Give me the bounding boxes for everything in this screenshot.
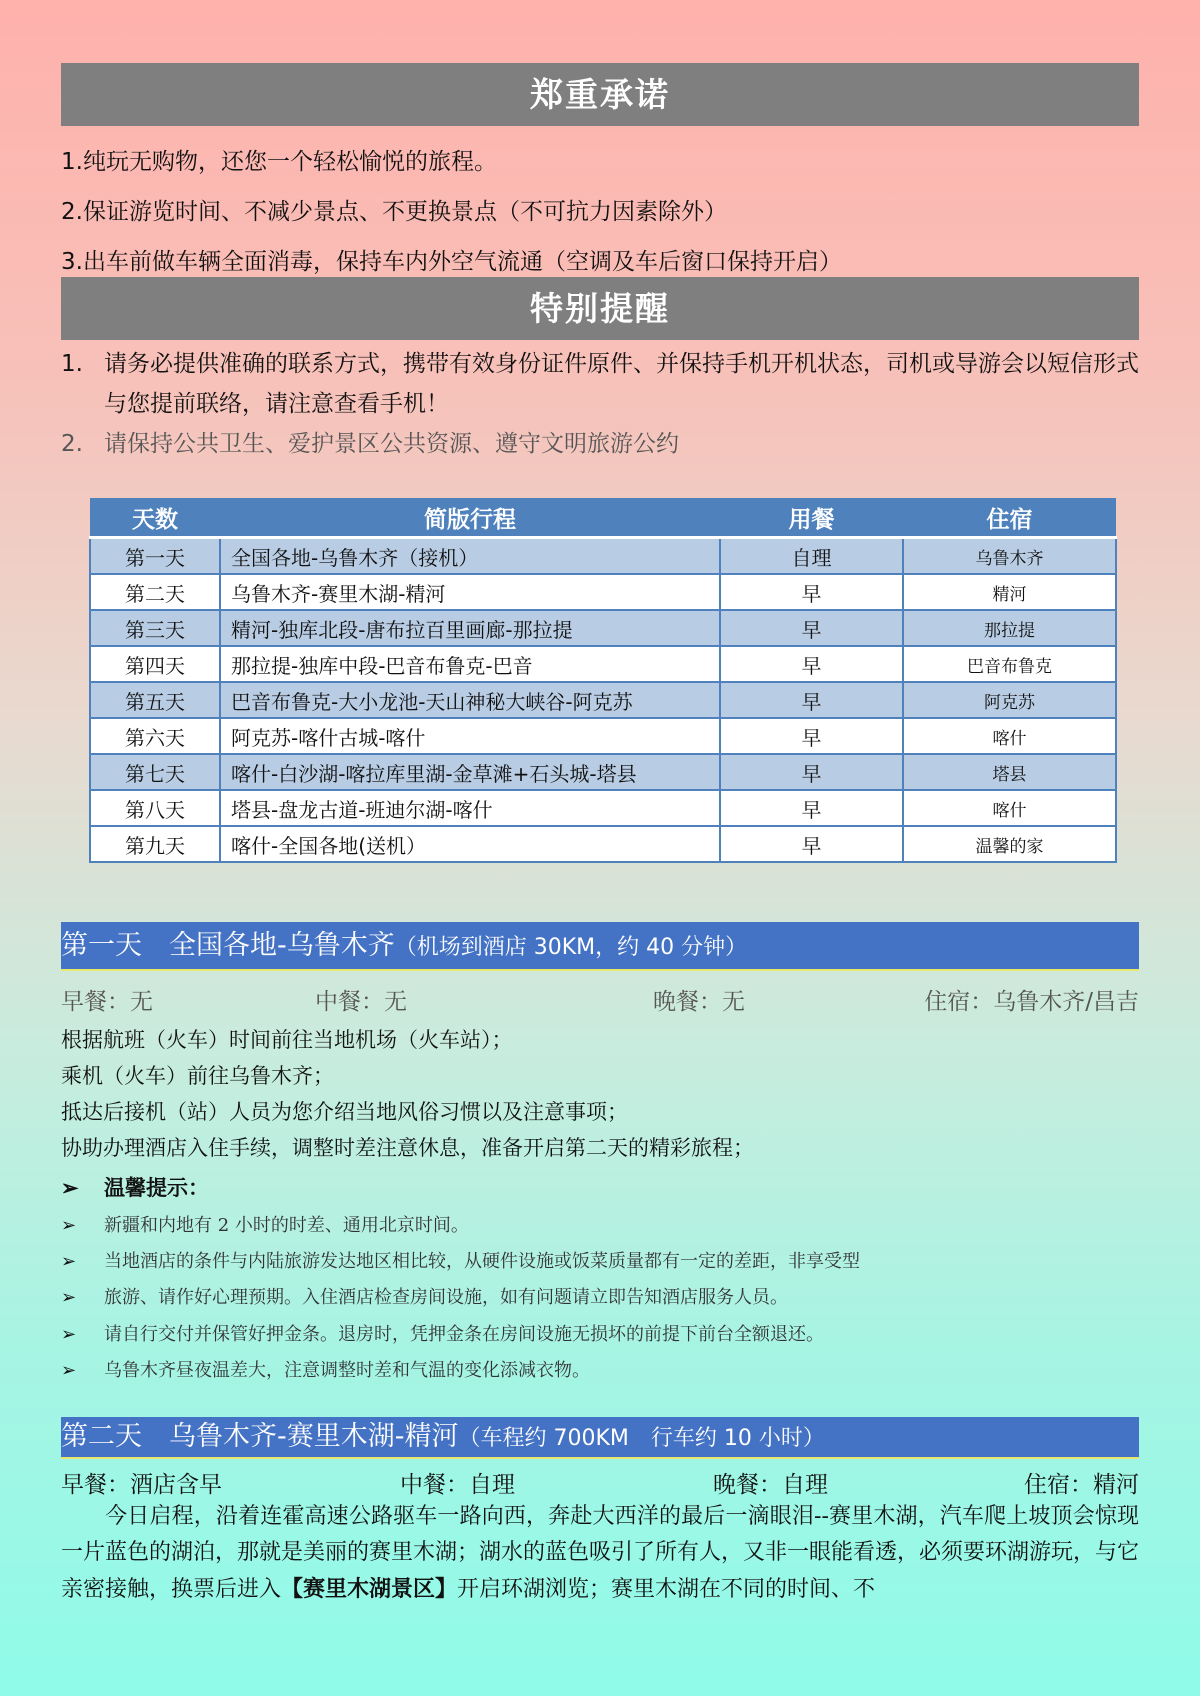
table-row: [90, 718, 1116, 754]
table-row: [90, 610, 1116, 646]
cell-meal: 早: [720, 574, 903, 610]
table-row: [90, 790, 1116, 826]
cell-stay: 巴音布鲁克: [903, 646, 1116, 682]
table-row: [90, 754, 1116, 790]
promise-title: 郑重承诺: [530, 75, 670, 114]
cell-meal: 早: [720, 718, 903, 754]
reminder-item: [61, 344, 1141, 424]
header-route: 简版行程: [220, 498, 720, 538]
day1-tip: [61, 1247, 860, 1273]
cell-meal: 早: [720, 646, 903, 682]
day1-line: 根据航班（火车）时间前往当地机场（火车站）；: [61, 1028, 513, 1052]
arrow-bullet-icon: ➢: [61, 1175, 79, 1200]
arrow-bullet-icon: ➢: [61, 1251, 77, 1272]
reminder-item: [61, 424, 1141, 464]
reminder-item-text: 请保持公共卫生、爱护景区公共资源、遵守文明旅游公约: [104, 431, 679, 457]
arrow-bullet-icon: ➢: [61, 1215, 77, 1236]
cell-route: 塔县-盘龙古道-班迪尔湖-喀什: [220, 790, 720, 826]
day1-tip: [61, 1356, 590, 1382]
day2-stay: 住宿：精河: [1024, 1472, 1139, 1498]
cell-meal: 早: [720, 790, 903, 826]
cell-day: 第一天: [90, 538, 220, 575]
cell-route: 那拉提-独库中段-巴音布鲁克-巴音: [220, 646, 720, 682]
itinerary-header-row: [90, 498, 1116, 538]
day1-lunch: 中餐：无: [315, 989, 407, 1015]
day2-dinner: 晚餐：自理: [713, 1472, 828, 1498]
reminder-banner: [61, 277, 1139, 340]
day2-breakfast: 早餐：酒店含早: [61, 1472, 222, 1498]
arrow-bullet-icon: ➢: [61, 1360, 77, 1381]
day2-header: [61, 1417, 1139, 1459]
cell-route: 乌鲁木齐-赛里木湖-精河: [220, 574, 720, 610]
day1-line: 乘机（火车）前往乌鲁木齐；: [61, 1064, 334, 1088]
table-row: [90, 646, 1116, 682]
day2-para-highlight: 【赛里木湖景区】: [281, 1576, 458, 1602]
cell-route: 巴音布鲁克-大小龙池-天山神秘大峡谷-阿克苏: [220, 682, 720, 718]
day1-tip: [61, 1320, 824, 1346]
cell-route: 阿克苏-喀什古城-喀什: [220, 718, 720, 754]
day2-para-after: 开启环湖浏览；赛里木湖在不同的时间、不: [457, 1577, 876, 1602]
day2-paragraph: [61, 1499, 1139, 1607]
cell-route: 精河-独库北段-唐布拉百里画廊-那拉提: [220, 610, 720, 646]
table-row: [90, 574, 1116, 610]
arrow-bullet-icon: ➢: [61, 1287, 77, 1308]
day2-label: 第二天: [61, 1421, 142, 1452]
day1-tips-title: 温馨提示：: [104, 1175, 209, 1200]
day1-breakfast: 早餐：无: [61, 989, 153, 1015]
day1-line: 抵达后接机（站）人员为您介绍当地风俗习惯以及注意事项；: [61, 1100, 628, 1124]
cell-route: 全国各地-乌鲁木齐（接机）: [220, 538, 720, 575]
day1-header: [61, 922, 1139, 971]
day1-tip-text: 乌鲁木齐昼夜温差大，注意调整时差和气温的变化添减衣物。: [104, 1360, 590, 1381]
cell-day: 第二天: [90, 574, 220, 610]
table-row: [90, 538, 1116, 575]
day1-label: 第一天: [61, 930, 142, 961]
day1-tip-text: 新疆和内地有 2 小时的时差、通用北京时间。: [104, 1215, 469, 1236]
cell-stay: 乌鲁木齐: [903, 538, 1116, 575]
promise-item: 3.出车前做车辆全面消毒，保持车内外空气流通（空调及车后窗口保持开启）: [61, 249, 842, 275]
table-row: [90, 826, 1116, 862]
day2-title: 乌鲁木齐-赛里木湖-精河: [169, 1421, 459, 1452]
cell-day: 第四天: [90, 646, 220, 682]
header-meal: 用餐: [720, 498, 903, 538]
reminder-item-text: 请务必提供准确的联系方式，携带有效身份证件原件、并保持手机开机状态，司机或导游会以短信形式与您提前联络，请注意查看手机！: [104, 351, 1139, 417]
cell-stay: 喀什: [903, 790, 1116, 826]
day2-note: （车程约 700KM 行车约 10 小时）: [458, 1426, 825, 1451]
promise-item: 2.保证游览时间、不减少景点、不更换景点（不可抗力因素除外）: [61, 199, 727, 225]
cell-meal: 早: [720, 610, 903, 646]
day1-dinner: 晚餐：无: [653, 989, 745, 1015]
header-stay: 住宿: [903, 498, 1116, 538]
day1-tips-heading: [61, 1172, 209, 1202]
day1-tip: [61, 1211, 469, 1237]
cell-stay: 喀什: [903, 718, 1116, 754]
cell-route: 喀什-白沙湖-喀拉库里湖-金草滩+石头城-塔县: [220, 754, 720, 790]
cell-meal: 早: [720, 754, 903, 790]
cell-stay: 温馨的家: [903, 826, 1116, 862]
cell-stay: 精河: [903, 574, 1116, 610]
cell-day: 第八天: [90, 790, 220, 826]
itinerary-table: [89, 498, 1117, 863]
day1-title: 全国各地-乌鲁木齐: [169, 930, 395, 961]
cell-day: 第三天: [90, 610, 220, 646]
day1-tip-text: 请自行交付并保管好押金条。退房时，凭押金条在房间设施无损坏的前提下前台全额退还。: [104, 1324, 824, 1345]
day1-tip-text: 旅游、请作好心理预期。入住酒店检查房间设施，如有问题请立即告知酒店服务人员。: [104, 1287, 788, 1308]
day1-note: （机场到酒店 30KM，约 40 分钟）: [394, 935, 748, 960]
reminder-item-number: 2.: [61, 431, 83, 457]
cell-day: 第七天: [90, 754, 220, 790]
day1-meals: [61, 983, 1139, 1015]
header-day: 天数: [90, 498, 220, 538]
day1-tip-text: 当地酒店的条件与内陆旅游发达地区相比较，从硬件设施或饭菜质量都有一定的差距，非享受型: [104, 1251, 860, 1272]
cell-meal: 早: [720, 682, 903, 718]
cell-meal: 自理: [720, 538, 903, 575]
day2-lunch: 中餐：自理: [400, 1472, 515, 1498]
promise-item: 1.纯玩无购物，还您一个轻松愉悦的旅程。: [61, 149, 497, 175]
day2-para-before: 今日启程，沿着连霍高速公路驱车一路向西，奔赴大西洋的最后一滴眼泪--赛里木湖，汽车爬上坡顶会惊现一片蓝色的湖泊，那就是美丽的赛里木湖；湖水的蓝色吸引了所有人，又非一眼能看透，必须要环湖游玩，与它亲密接触，换票后进入: [61, 1504, 1139, 1602]
table-row: [90, 682, 1116, 718]
day1-line: 协助办理酒店入住手续，调整时差注意休息，准备开启第二天的精彩旅程；: [61, 1136, 754, 1160]
reminder-item-number: 1.: [61, 351, 83, 377]
day1-tip: [61, 1283, 788, 1309]
cell-day: 第六天: [90, 718, 220, 754]
day2-meals: [61, 1466, 1139, 1498]
reminder-title: 特别提醒: [530, 289, 670, 328]
cell-stay: 阿克苏: [903, 682, 1116, 718]
cell-day: 第五天: [90, 682, 220, 718]
cell-day: 第九天: [90, 826, 220, 862]
arrow-bullet-icon: ➢: [61, 1324, 77, 1345]
day1-stay: 住宿：乌鲁木齐/昌吉: [924, 989, 1139, 1015]
cell-stay: 塔县: [903, 754, 1116, 790]
cell-route: 喀什-全国各地(送机）: [220, 826, 720, 862]
cell-meal: 早: [720, 826, 903, 862]
cell-stay: 那拉提: [903, 610, 1116, 646]
promise-banner: [61, 63, 1139, 126]
